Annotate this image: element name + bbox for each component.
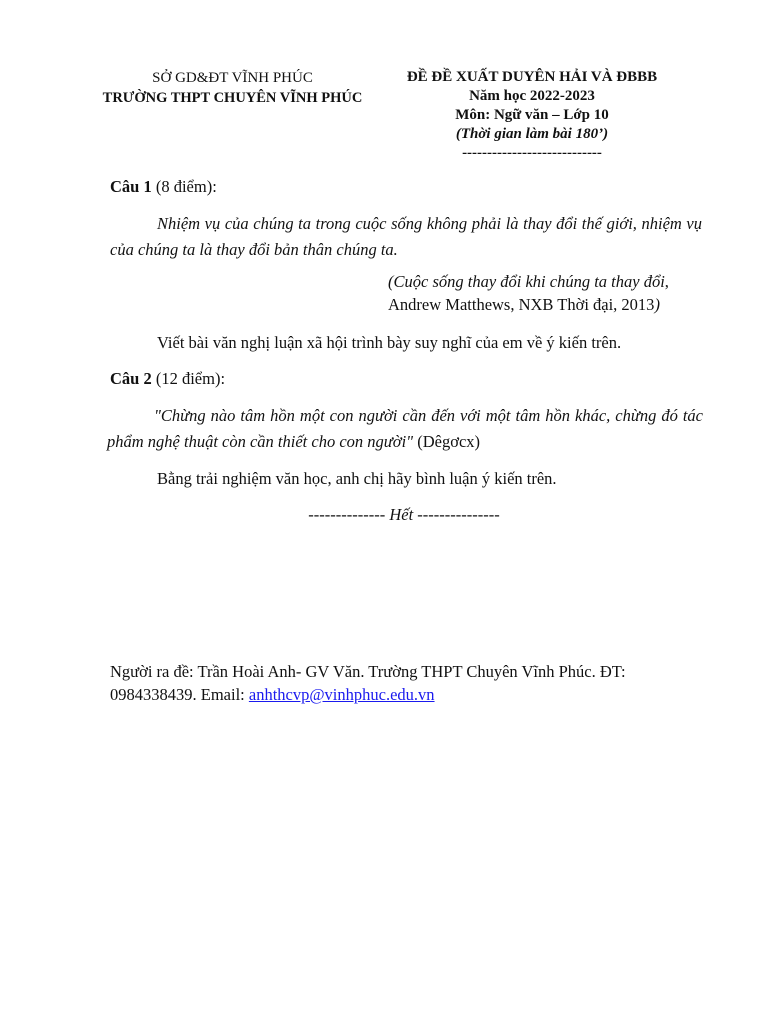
end-right-dashes: --------------- (413, 505, 500, 524)
header-right (390, 68, 674, 163)
source-close: ) (654, 295, 660, 314)
author-text: Người ra đề: Trần Hoài Anh- GV Văn. Trường THPT Chuyên Vĩnh Phúc. ĐT: 0984338439. Email: (110, 662, 626, 704)
end-left-dashes: -------------- (308, 505, 390, 524)
question-2-title (110, 366, 702, 392)
question-2-label: Câu 2 (110, 369, 152, 388)
source-author-publisher: Andrew Matthews, NXB Thời đại, 2013 (388, 295, 655, 314)
question-1-quote: Nhiệm vụ của chúng ta trong cuộc sống không phải là thay đổi thế giới, nhiệm vụ của chúng ta là thay đổi bản thân chúng ta. (110, 214, 702, 259)
author-info (110, 660, 710, 706)
source-book-title: (Cuộc sống thay đổi khi chúng ta thay đổi (388, 272, 665, 291)
header-left (80, 68, 385, 108)
question-2-quote: "Chừng nào tâm hồn một con người cần đến với một tâm hồn khác, chừng đó tác phẩm nghệ thuật còn cần thiết cho con người" (107, 406, 703, 451)
source-comma: , (664, 272, 669, 291)
question-2-attribution: (Dêgơcx) (413, 432, 481, 451)
question-1-points: (8 điểm): (151, 177, 217, 196)
question-1-source (388, 270, 718, 316)
question-2-points: (12 điểm): (151, 369, 226, 388)
department-name: SỞ GD&ĐT VĨNH PHÚC (152, 70, 313, 86)
question-2-task: Bằng trải nghiệm văn học, anh chị hãy bình luận ý kiến trên. (157, 469, 557, 488)
school-year: Năm học 2022-2023 (469, 88, 595, 104)
time-limit: (Thời gian làm bài 180’) (455, 126, 609, 142)
author-email-link[interactable]: anhthcvp@vinhphuc.edu.vn (248, 685, 435, 704)
end-word: Hết (389, 505, 414, 524)
question-1-label: Câu 1 (110, 177, 152, 196)
end-marker (0, 505, 768, 525)
question-2-quote-block (107, 403, 703, 455)
header-divider: ---------------------------- (462, 145, 602, 161)
exam-title: ĐỀ ĐỀ XUẤT DUYÊN HẢI VÀ ĐBBB (406, 69, 658, 85)
question-1-title (110, 174, 702, 200)
subject-line: Môn: Ngữ văn – Lớp 10 (455, 107, 609, 123)
school-name: TRƯỜNG THPT CHUYÊN VĨNH PHÚC (102, 90, 363, 106)
question-1-task: Viết bài văn nghị luận xã hội trình bày suy nghĩ của em về ý kiến trên. (157, 333, 622, 352)
